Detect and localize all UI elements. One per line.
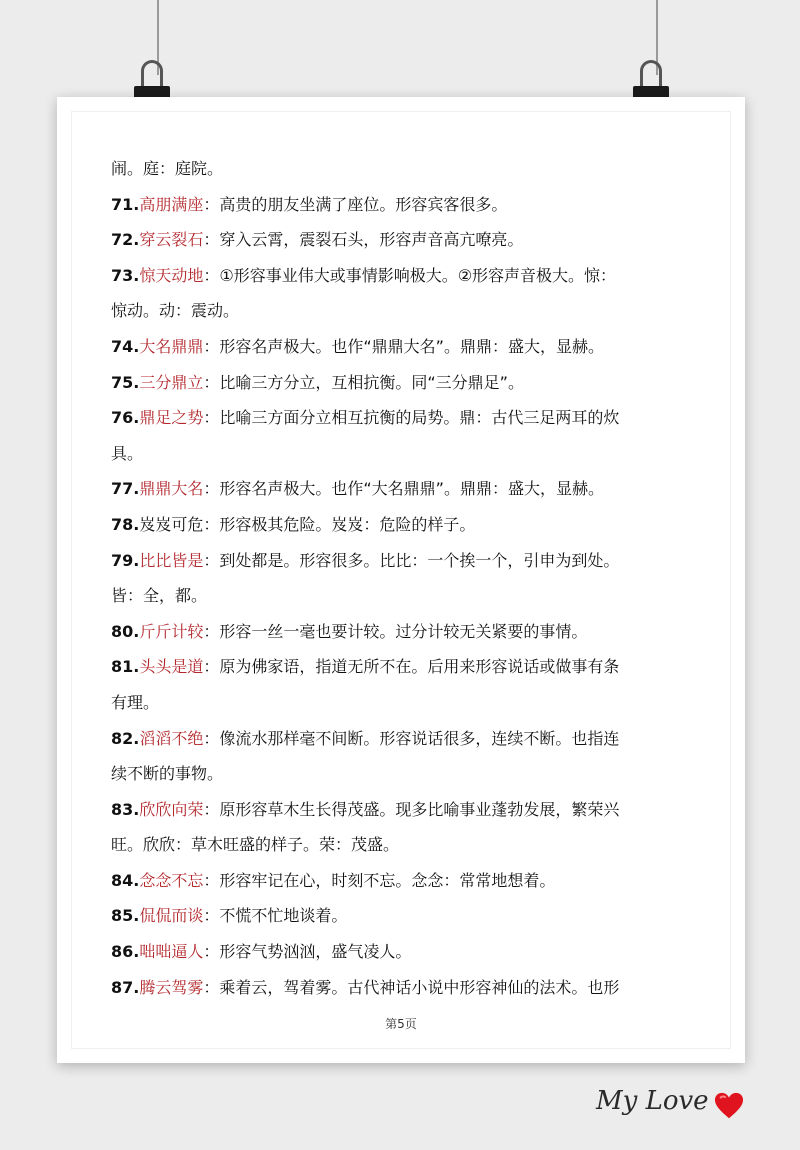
idiom-definition: ：形容名声极大。也作“大名鼎鼎”。鼎鼎：盛大，显赫。 (203, 479, 604, 499)
page-number: 第5页 (385, 1017, 417, 1031)
idiom-definition: ：形容一丝一毫也要计较。过分计较无关紧要的事情。 (203, 621, 588, 641)
idiom-line (111, 792, 701, 828)
entry-number: 80. (111, 621, 140, 641)
idiom-line (111, 578, 701, 614)
idiom-definition: ：形容气势汹汹，盛气凌人。 (203, 942, 412, 962)
idiom-definition: ：①形容事业伟大或事情影响极大。②形容声音极大。惊： (203, 265, 617, 285)
idiom-line (111, 970, 701, 1006)
entry-number: 79. (111, 550, 140, 570)
idiom-line (111, 614, 701, 650)
entry-number: 81. (111, 657, 140, 677)
entry-number: 83. (111, 799, 140, 819)
idiom-line (111, 863, 701, 899)
entry-number: 78. (111, 514, 140, 534)
idiom-line (111, 507, 701, 543)
heart-icon (714, 1091, 744, 1121)
idiom-definition: ：比喻三方分立，互相抗衡。同“三分鼎足”。 (203, 372, 524, 392)
entry-number: 71. (111, 194, 140, 214)
idiom-list (111, 151, 701, 1005)
entry-number: 72. (111, 230, 140, 250)
idiom-line (111, 685, 701, 721)
entry-number: 75. (111, 372, 140, 392)
idiom-definition: ：像流水那样毫不间断。形容说话很多，连续不断。也指连 (203, 728, 620, 748)
idiom-term: 鼎足之势 (139, 408, 204, 428)
idiom-line (111, 898, 701, 934)
idiom-term: 鼎鼎大名 (139, 479, 204, 499)
idiom-definition: ：形容牢记在心，时刻不忘。念念：常常地想着。 (203, 870, 556, 890)
idiom-line (111, 649, 701, 685)
idiom-term: 头头是道 (139, 657, 204, 677)
idiom-definition: ：高贵的朋友坐满了座位。形容宾客很多。 (203, 194, 508, 214)
idiom-term: 侃侃而谈 (139, 906, 204, 926)
idiom-line (111, 756, 701, 792)
idiom-term: 大名鼎鼎 (139, 336, 204, 356)
idiom-term: 比比皆是 (139, 550, 204, 570)
idiom-definition: ：不慌不忙地谈着。 (203, 906, 348, 926)
idiom-term: 穿云裂石 (139, 230, 204, 250)
idiom-line (111, 222, 701, 258)
idiom-definition: 续不断的事物。 (111, 764, 224, 784)
idiom-line (111, 329, 701, 365)
entry-number: 77. (111, 479, 140, 499)
entry-number: 74. (111, 336, 140, 356)
idiom-term: 咄咄逼人 (139, 942, 204, 962)
idiom-term: 高朋满座 (139, 194, 204, 214)
entry-number: 76. (111, 408, 140, 428)
idiom-term: 腾云驾雾 (139, 977, 204, 997)
idiom-definition: ：形容名声极大。也作“鼎鼎大名”。鼎鼎：盛大，显赫。 (203, 336, 604, 356)
entry-number: 82. (111, 728, 140, 748)
idiom-line (111, 187, 701, 223)
idiom-definition: 旺。欣欣：草木旺盛的样子。荣：茂盛。 (111, 835, 400, 855)
idiom-term: 三分鼎立 (139, 372, 204, 392)
entry-number: 85. (111, 906, 140, 926)
idiom-definition: ：比喻三方面分立相互抗衡的局势。鼎：古代三足两耳的炊 (203, 408, 620, 428)
idiom-line (111, 471, 701, 507)
idiom-line (111, 827, 701, 863)
idiom-line (111, 258, 701, 294)
idiom-term: 惊天动地 (139, 265, 204, 285)
idiom-line (111, 365, 701, 401)
idiom-line (111, 400, 701, 436)
idiom-term: 欣欣向荣 (139, 799, 204, 819)
idiom-line (111, 436, 701, 472)
idiom-definition: ：穿入云霄，震裂石头，形容声音高亢嘹亮。 (203, 230, 524, 250)
idiom-definition: ：原形容草木生长得茂盛。现多比喻事业蓬勃发展，繁荣兴 (203, 799, 620, 819)
idiom-definition: ：乘着云，驾着雾。古代神话小说中形容神仙的法术。也形 (203, 977, 620, 997)
idiom-definition: 有理。 (111, 692, 160, 712)
idiom-term: 念念不忘 (139, 870, 204, 890)
idiom-definition: 皆：全，都。 (111, 586, 208, 606)
idiom-definition: 闹。庭：庭院。 (111, 159, 224, 178)
idiom-line (111, 543, 701, 579)
idiom-line (111, 151, 701, 187)
entry-number: 87. (111, 977, 140, 997)
idiom-term: 斤斤计较 (139, 621, 204, 641)
entry-number: 73. (111, 265, 140, 285)
idiom-definition: ：原为佛家语，指道无所不在。后用来形容说话或做事有条 (203, 657, 620, 677)
idiom-line (111, 721, 701, 757)
entry-number: 84. (111, 870, 140, 890)
signature-text: My Love (596, 1086, 709, 1116)
document-page (57, 97, 745, 1063)
idiom-definition: 具。 (111, 443, 144, 463)
entry-number: 86. (111, 942, 140, 962)
idiom-term: 滔滔不绝 (139, 728, 204, 748)
idiom-definition: ：到处都是。形容很多。比比：一个挨一个，引申为到处。 (203, 550, 620, 570)
idiom-line (111, 293, 701, 329)
idiom-definition: 岌岌可危：形容极其危险。岌岌：危险的样子。 (139, 514, 476, 534)
idiom-definition: 惊动。动：震动。 (111, 301, 240, 321)
idiom-line (111, 934, 701, 970)
